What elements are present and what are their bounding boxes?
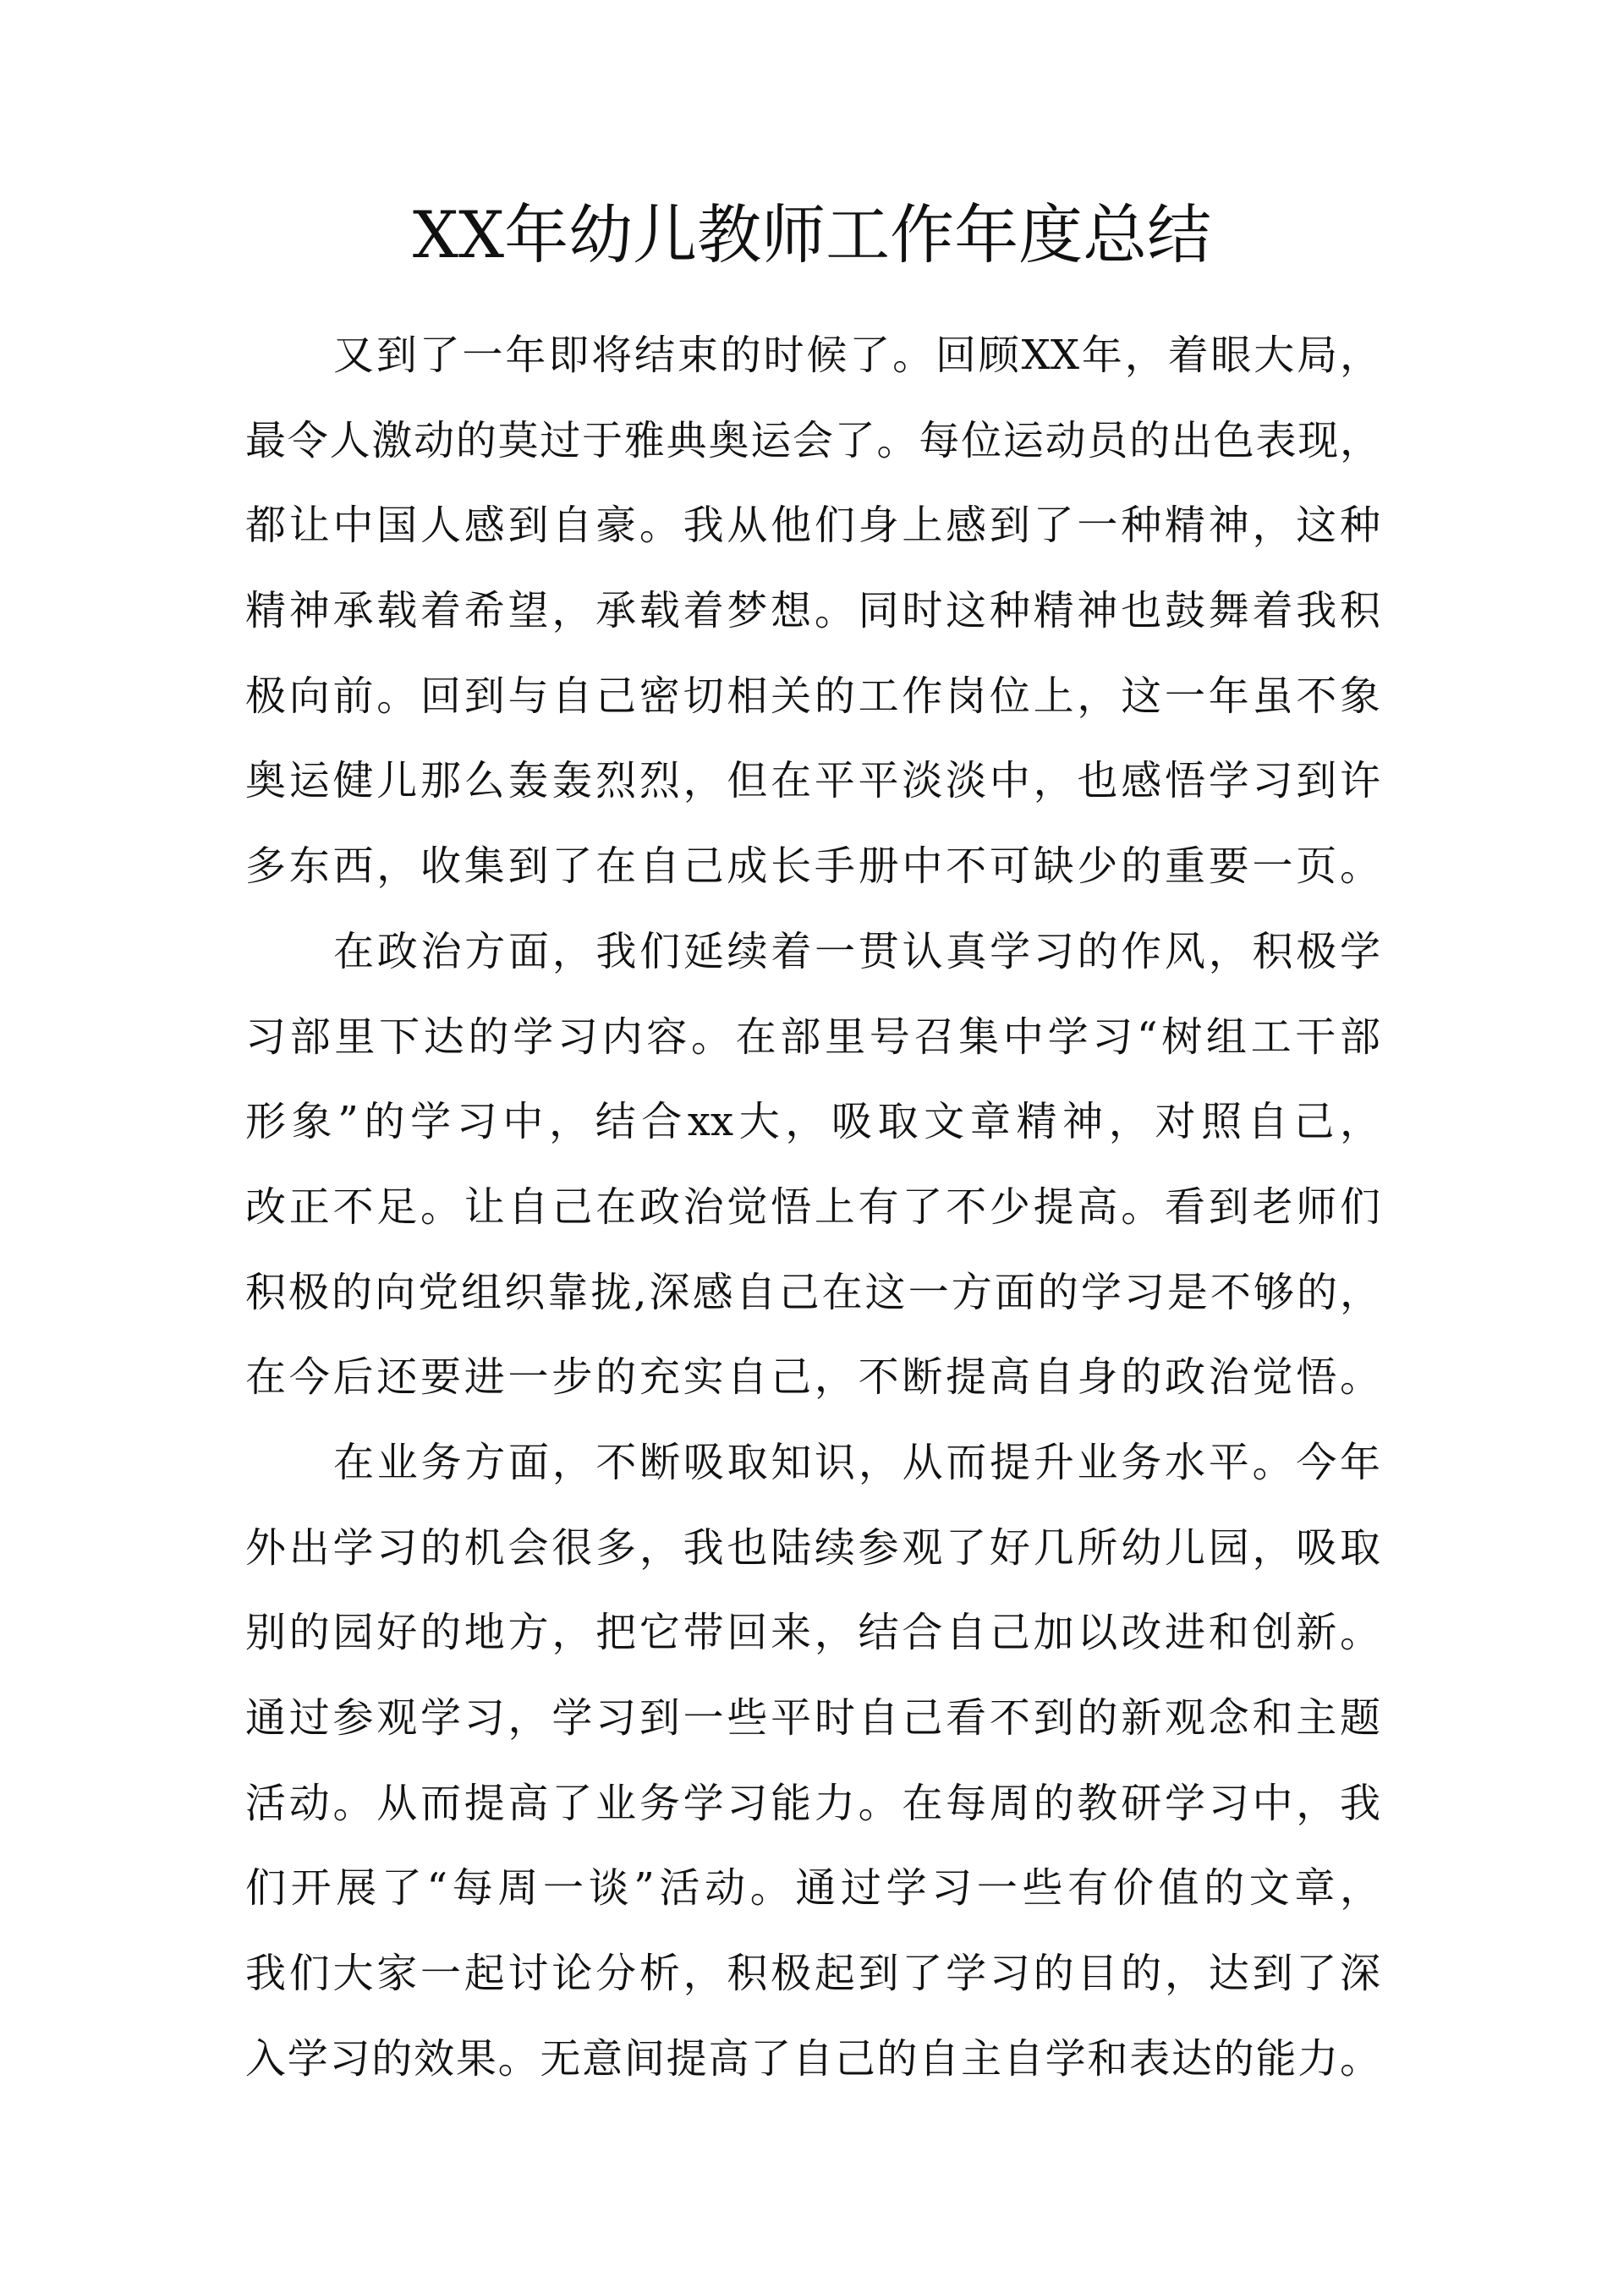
text-line: 通过参观学习，学习到一些平时自己看不到的新观念和主题 xyxy=(245,1694,1380,1742)
text-line: 精神承载着希望，承载着梦想。同时这种精神也鼓舞着我积 xyxy=(245,587,1380,635)
text-line: 们开展了“每周一谈”活动。通过学习一些有价值的文章， xyxy=(245,1864,1380,1913)
text-line: 外出学习的机会很多，我也陆续参观了好几所幼儿园，吸取 xyxy=(245,1523,1380,1572)
paragraph-2 xyxy=(245,909,1380,1420)
paragraph-3 xyxy=(245,1420,1380,2102)
text-line: 入学习的效果。无意间提高了自己的自主自学和表达的能力。 xyxy=(245,2034,1380,2083)
text-line: 在业务方面，不断吸取知识，从而提升业务水平。今年 xyxy=(333,1438,1380,1486)
text-line: 多东西，收集到了在自己成长手册中不可缺少的重要一页。 xyxy=(245,842,1380,891)
text-line: 最令人激动的莫过于雅典奥运会了。每位运动员的出色表现， xyxy=(245,416,1380,464)
text-line: 习部里下达的学习内容。在部里号召集中学习“树组工干部 xyxy=(245,1013,1380,1061)
text-line: 在今后还要进一步的充实自己，不断提高自身的政治觉悟。 xyxy=(245,1353,1380,1402)
text-line: 活动。从而提高了业务学习能力。在每周的教研学习中，我 xyxy=(245,1779,1380,1827)
document-body xyxy=(245,313,1380,2101)
text-line: 在政治方面，我们延续着一贯认真学习的作风，积极学 xyxy=(333,927,1380,975)
text-line: 积极的向党组织靠拢,深感自己在这一方面的学习是不够的， xyxy=(245,1268,1380,1316)
text-line: 我们大家一起讨论分析，积极起到了学习的目的，达到了深 xyxy=(245,1950,1380,1998)
text-line: 形象”的学习中，结合xx大，吸取文章精神，对照自己， xyxy=(245,1098,1380,1146)
document-title: XX年幼儿教师工作年度总结 xyxy=(412,197,1212,272)
text-line: 又到了一年即将结束的时候了。回顾XX年，着眼大局， xyxy=(333,332,1380,379)
text-line: 别的园好的地方，把它带回来，结合自己加以改进和创新。 xyxy=(245,1609,1380,1657)
paragraph-1 xyxy=(245,313,1380,909)
text-line: 都让中国人感到自豪。我从他们身上感到了一种精神，这种 xyxy=(245,502,1380,550)
text-line: 改正不足。让自己在政治觉悟上有了不少提高。看到老师们 xyxy=(245,1183,1380,1231)
text-line: 奥运健儿那么轰轰烈烈，但在平平淡淡中，也感悟学习到许 xyxy=(245,757,1380,805)
text-line: 极向前。回到与自己密切相关的工作岗位上，这一年虽不象 xyxy=(245,672,1380,720)
